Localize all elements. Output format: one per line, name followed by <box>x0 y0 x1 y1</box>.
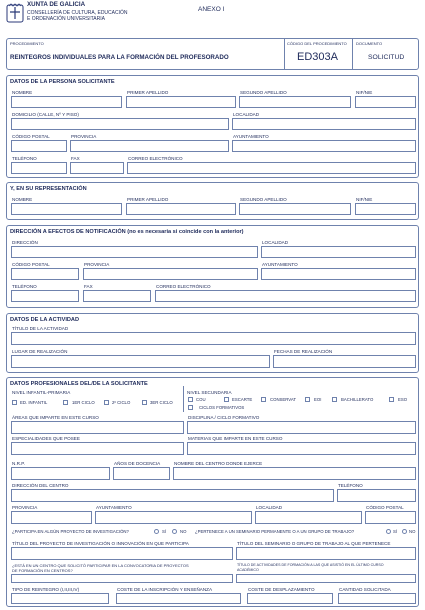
escarte-checkbox[interactable] <box>224 397 229 402</box>
areas-label: ÁREAS QUE IMPARTE EN ESTE CURSO <box>12 415 99 420</box>
bachillerato-label: BACHILLERATO <box>341 397 374 402</box>
professional-title: DATOS PROFESIONALES DEL/DE LA SOLICITANTE <box>10 381 148 387</box>
project-title-field[interactable] <box>11 547 233 560</box>
secundaria-label: NIVEL SECUNDARIA <box>187 390 232 395</box>
procedure-value: REINTEGROS INDIVIDUALES PARA LA FORMACIÓN DEL PROFESORADO <box>10 54 229 61</box>
code-label: CÓDIGO DEL PROCEDIMIENTO <box>287 41 347 46</box>
applicant-locality-field[interactable] <box>232 118 416 130</box>
eso-label: ESO <box>398 397 408 402</box>
ciclo3-checkbox[interactable] <box>142 400 147 405</box>
eoi-label: EOI <box>314 397 322 402</box>
ciclos-formativos-label: CICLOS FORMATIVOS <box>199 405 245 410</box>
discipline-label: DISCIPLINA / CICLO FORMATIVO <box>188 415 260 420</box>
refund-type-field[interactable] <box>11 593 109 604</box>
xunta-shield-icon <box>5 3 25 23</box>
activity-title: DATOS DE LA ACTIVIDAD <box>10 317 79 323</box>
activity-title-label: TÍTULO DE LA ACTIVIDAD <box>12 326 69 331</box>
applicant-first-surname-field[interactable] <box>126 96 236 108</box>
notif-address-label: DIRECCIÓN <box>12 240 38 245</box>
applicant-fax-label: FAX <box>71 156 80 161</box>
applicant-second-surname-field[interactable] <box>239 96 351 108</box>
applicant-name-field[interactable] <box>11 96 122 108</box>
notif-email-field[interactable] <box>155 290 416 302</box>
applicant-title: DATOS DE LA PERSONA SOLICITANTE <box>10 79 115 85</box>
areas-field[interactable] <box>11 421 184 434</box>
rep-first-surname-label: PRIMER APELLIDO <box>127 197 169 202</box>
rep-name-field[interactable] <box>11 203 122 215</box>
seminar-no-label: NO <box>409 529 416 534</box>
conserv-checkbox[interactable] <box>261 397 266 402</box>
notif-council-field[interactable] <box>261 268 416 280</box>
notif-fax-field[interactable] <box>83 290 151 302</box>
notif-province-field[interactable] <box>83 268 258 280</box>
annex-title: ANEXO I <box>198 6 225 13</box>
ed-infantil-label: ED. INFANTIL <box>20 400 48 405</box>
notif-province-label: PROVINCIA <box>84 262 110 267</box>
applicant-province-field[interactable] <box>70 140 229 152</box>
center-name-label: NOMBRE DEL CENTRO DONDE EJERCE <box>174 461 263 466</box>
last-activity-label-2: ACADÉMICO <box>237 568 259 572</box>
center-council-field[interactable] <box>95 511 252 524</box>
notification-title: DIRECCIÓN A EFECTOS DE NOTIFICACIÓN (no es necesaria si coincide con la anterior) <box>10 229 244 235</box>
applicant-name-label: NOMBRE <box>12 90 33 95</box>
center-phone-label: TELÉFONO <box>338 483 363 488</box>
rep-nif-label: NIF/NIE <box>356 197 373 202</box>
conserv-label: CONSERVAT <box>270 397 297 402</box>
seminar-yes-label: SÍ <box>393 529 398 534</box>
inscription-cost-field[interactable] <box>116 593 241 604</box>
applicant-nif-label: NIF/NIE <box>356 90 373 95</box>
document-value: SOLICITUD <box>368 54 405 61</box>
xunta-logo <box>5 3 25 23</box>
notif-fax-label: FAX <box>84 284 93 289</box>
applicant-email-label: CORREO ELECTRÓNICO <box>128 156 183 161</box>
center-call-question-2: DE FORMACIÓN EN CENTROS? <box>12 568 73 573</box>
activity-place-label: LUGAR DE REALIZACIÓN <box>12 349 68 354</box>
applicant-province-label: PROVINCIA <box>71 134 97 139</box>
activity-title-field[interactable] <box>11 332 416 345</box>
center-call-question-1: ¿ESTÁ EN UN CENTRO QUE SOLICITÓ PARTICIPAR EN LA CONVOCATORIA DE PROYECTOS <box>12 563 189 568</box>
research-no-label: NO <box>180 529 187 534</box>
ciclo1-label: 1ER CICLO <box>72 400 95 405</box>
center-postal-field[interactable] <box>365 511 416 524</box>
amount-label: CANTIDAD SOLICITADA <box>339 587 391 592</box>
document-label: DOCUMENTO <box>356 41 383 46</box>
research-question: ¿PARTICIPA EN ALGÚN PROYECTO DE INVESTIGACIÓN? <box>12 529 129 534</box>
ciclos-formativos-checkbox[interactable] <box>188 405 193 410</box>
research-no-radio[interactable] <box>172 529 177 534</box>
notif-council-label: AYUNTAMIENTO <box>262 262 298 267</box>
notif-postal-field[interactable] <box>11 268 79 280</box>
bachillerato-checkbox[interactable] <box>332 397 337 402</box>
applicant-phone-field[interactable] <box>11 162 67 174</box>
seminar-no-radio[interactable] <box>402 529 407 534</box>
ciclo2-checkbox[interactable] <box>104 400 109 405</box>
notif-postal-label: CÓDIGO POSTAL <box>12 262 50 267</box>
applicant-address-label: DOMICILIO (CALLE, Nº Y PISO) <box>12 112 79 117</box>
seminar-yes-radio[interactable] <box>386 529 391 534</box>
center-address-label: DIRECCIÓN DEL CENTRO <box>12 483 69 488</box>
cou-label: COU <box>196 397 206 402</box>
org-name: XUNTA DE GALICIA <box>27 1 86 8</box>
representative-title: Y, EN SU REPRESENTACIÓN <box>10 186 87 192</box>
notif-email-label: CORREO ELECTRÓNICO <box>156 284 211 289</box>
travel-cost-field[interactable] <box>247 593 333 604</box>
center-province-label: PROVINCIA <box>12 505 38 510</box>
ciclo3-label: 3ER CICLO <box>150 400 173 405</box>
applicant-council-field[interactable] <box>232 140 416 152</box>
center-province-field[interactable] <box>11 511 92 524</box>
activity-dates-field[interactable] <box>273 355 416 368</box>
last-activity-field[interactable] <box>236 574 416 583</box>
applicant-council-label: AYUNTAMIENTO <box>233 134 269 139</box>
escarte-label: ESCARTE <box>232 397 253 402</box>
center-postal-label: CÓDIGO POSTAL <box>366 505 404 510</box>
project-title-label: TÍTULO DEL PROYECTO DE INVESTIGACIÓN O INNOVACIÓN EN QUE PARTICIPA <box>12 541 189 546</box>
center-phone-field[interactable] <box>337 489 416 502</box>
ed-infantil-checkbox[interactable] <box>12 400 17 405</box>
subjects-label: MATERIAS QUE IMPARTE EN ESTE CURSO <box>188 436 283 441</box>
center-locality-field[interactable] <box>255 511 362 524</box>
travel-cost-label: COSTE DE DESPLAZAMIENTO <box>248 587 315 592</box>
activity-place-field[interactable] <box>11 355 270 368</box>
applicant-second-surname-label: SEGUNDO APELLIDO <box>240 90 287 95</box>
eso-checkbox[interactable] <box>389 397 394 402</box>
center-locality-label: LOCALIDAD <box>256 505 283 510</box>
rep-nif-field[interactable] <box>355 203 416 215</box>
subjects-field[interactable] <box>187 442 416 455</box>
applicant-nif-field[interactable] <box>355 96 416 108</box>
rep-name-label: NOMBRE <box>12 197 33 202</box>
center-name-field[interactable] <box>173 467 416 480</box>
research-yes-label: SÍ <box>162 529 167 534</box>
discipline-field[interactable] <box>187 421 416 434</box>
applicant-locality-label: LOCALIDAD <box>233 112 260 117</box>
rep-second-surname-label: SEGUNDO APELLIDO <box>240 197 287 202</box>
applicant-postal-field[interactable] <box>11 140 67 152</box>
ciclo1-checkbox[interactable] <box>63 400 68 405</box>
activity-dates-label: FECHAS DE REALIZACIÓN <box>274 349 333 354</box>
applicant-phone-label: TELÉFONO <box>12 156 37 161</box>
specialties-field[interactable] <box>11 442 184 455</box>
applicant-email-field[interactable] <box>127 162 416 174</box>
refund-type-label: TIPO DE REINTEGRO (I,II,III,IV) <box>12 587 80 592</box>
specialties-label: ESPECIALIDADES QUE POSEE <box>12 436 80 441</box>
infantil-primaria-label: NIVEL INFANTIL-PRIMARIA <box>12 390 71 395</box>
notif-locality-field[interactable] <box>261 246 416 258</box>
dept-line-2: E ORDENACIÓN UNIVERSITARIA <box>27 16 105 22</box>
years-label: AÑOS DE DOCENCIA <box>114 461 161 466</box>
rep-second-surname-field[interactable] <box>239 203 351 215</box>
applicant-fax-field[interactable] <box>70 162 124 174</box>
nrp-field[interactable] <box>11 467 110 480</box>
center-call-field[interactable] <box>11 574 233 583</box>
notif-locality-label: LOCALIDAD <box>262 240 289 245</box>
notif-phone-field[interactable] <box>11 290 79 302</box>
nrp-label: N.R.P. <box>12 461 25 466</box>
years-field[interactable] <box>113 467 170 480</box>
seminar-title-field[interactable] <box>236 547 416 560</box>
center-address-field[interactable] <box>11 489 334 502</box>
code-value: ED303A <box>297 51 338 63</box>
procedure-label: PROCEDIMIENTO <box>10 41 44 46</box>
last-activity-label-1: TÍTULO DE ACTIVIDADES DE FORMACIÓN A LAS QUE ASISTIÓ EN EL ÚLTIMO CURSO <box>237 563 384 567</box>
inscription-cost-label: COSTE DE LA INSCRIPCIÓN Y ENSEÑANZA <box>117 587 213 592</box>
applicant-address-field[interactable] <box>11 118 229 130</box>
notif-phone-label: TELÉFONO <box>12 284 37 289</box>
rep-first-surname-field[interactable] <box>126 203 236 215</box>
applicant-postal-label: CÓDIGO POSTAL <box>12 134 50 139</box>
seminar-question: ¿PERTENECE A UN SEMINARIO PERMANENTE O A UN GRUPO DE TRABAJO? <box>195 529 355 534</box>
dept-line-1: CONSELLERÍA DE CULTURA, EDUCACIÓN <box>27 10 128 16</box>
notif-address-field[interactable] <box>11 246 258 258</box>
seminar-title-label: TÍTULO DEL SEMINARIO O GRUPO DE TRABAJO AL QUE PERTENECE <box>237 541 391 546</box>
ciclo2-label: 2º CICLO <box>112 400 131 405</box>
cou-checkbox[interactable] <box>188 397 193 402</box>
center-council-label: AYUNTAMIENTO <box>96 505 132 510</box>
research-yes-radio[interactable] <box>154 529 159 534</box>
amount-field[interactable] <box>338 593 416 604</box>
eoi-checkbox[interactable] <box>305 397 310 402</box>
applicant-first-surname-label: PRIMER APELLIDO <box>127 90 169 95</box>
